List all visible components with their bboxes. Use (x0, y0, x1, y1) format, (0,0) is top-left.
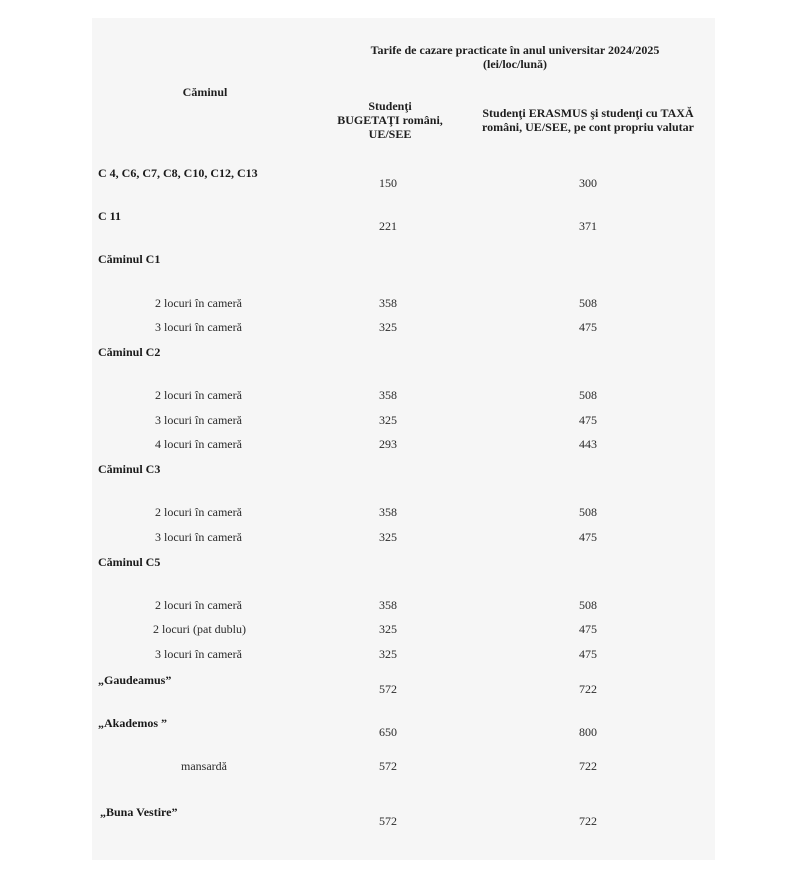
price-bugetati: 358 (379, 296, 397, 310)
row-label-room: 2 locuri în cameră (155, 388, 242, 402)
column-header-erasmus-line1: Studenţi ERASMUS şi studenţi cu TAXĂ (482, 106, 694, 120)
row-label-group: C 4, C6, C7, C8, C10, C12, C13 (98, 166, 258, 180)
column-header-erasmus (463, 106, 713, 134)
price-bugetati: 650 (379, 725, 397, 739)
column-header-camin: Căminul (182, 85, 228, 99)
price-erasmus: 300 (579, 176, 597, 190)
row-label-group: „Gaudeamus” (98, 673, 172, 687)
price-erasmus: 475 (579, 413, 597, 427)
price-bugetati: 325 (379, 647, 397, 661)
row-label-room: 2 locuri (pat dublu) (153, 622, 246, 636)
price-erasmus: 475 (579, 622, 597, 636)
table-title (330, 43, 700, 71)
section-heading: Căminul C5 (98, 555, 161, 569)
price-erasmus: 475 (579, 530, 597, 544)
price-erasmus: 508 (579, 388, 597, 402)
column-header-erasmus-line2: români, UE/SEE, pe cont propriu valutar (482, 120, 694, 134)
row-label-room: 3 locuri în cameră (155, 530, 242, 544)
section-heading: Căminul C2 (98, 345, 161, 359)
price-bugetati: 358 (379, 598, 397, 612)
row-label-group: „Buna Vestire” (100, 805, 178, 819)
row-label-room: 4 locuri în cameră (155, 437, 242, 451)
price-erasmus: 508 (579, 598, 597, 612)
price-bugetati: 325 (379, 530, 397, 544)
section-heading: Căminul C3 (98, 462, 161, 476)
price-erasmus: 800 (579, 725, 597, 739)
column-header-bugetati (320, 99, 460, 141)
price-bugetati: 572 (379, 682, 397, 696)
price-bugetati: 358 (379, 505, 397, 519)
column-header-bugetati-line1: Studenţi (368, 99, 412, 113)
price-bugetati: 293 (379, 437, 397, 451)
column-header-bugetati-line3: UE/SEE (368, 127, 412, 141)
row-label-room: 2 locuri în cameră (155, 598, 242, 612)
price-erasmus: 722 (579, 814, 597, 828)
table-title-line1: Tarife de cazare practicate în anul universitar 2024/2025 (370, 43, 660, 57)
row-label-group: „Akademos ” (98, 716, 168, 730)
column-header-bugetati-line2: BUGETAŢI români, (337, 113, 443, 127)
price-erasmus: 475 (579, 320, 597, 334)
table-title-unit: (lei/loc/lună) (483, 57, 547, 71)
price-erasmus: 722 (579, 759, 597, 773)
price-bugetati: 572 (379, 814, 397, 828)
price-erasmus: 722 (579, 682, 597, 696)
price-bugetati: 325 (379, 413, 397, 427)
price-erasmus: 508 (579, 505, 597, 519)
price-erasmus: 475 (579, 647, 597, 661)
row-label-room: 3 locuri în cameră (155, 647, 242, 661)
row-label-room: mansardă (181, 759, 227, 773)
price-erasmus: 508 (579, 296, 597, 310)
section-heading: Căminul C1 (98, 252, 161, 266)
price-bugetati: 150 (379, 176, 397, 190)
price-bugetati: 325 (379, 320, 397, 334)
price-bugetati: 325 (379, 622, 397, 636)
price-erasmus: 371 (579, 219, 597, 233)
row-label-room: 2 locuri în cameră (155, 505, 242, 519)
row-label-room: 3 locuri în cameră (155, 320, 242, 334)
row-label-room: 3 locuri în cameră (155, 413, 242, 427)
row-label-group: C 11 (98, 209, 122, 223)
price-bugetati: 221 (379, 219, 397, 233)
price-bugetati: 572 (379, 759, 397, 773)
price-erasmus: 443 (579, 437, 597, 451)
row-label-room: 2 locuri în cameră (155, 296, 242, 310)
price-bugetati: 358 (379, 388, 397, 402)
